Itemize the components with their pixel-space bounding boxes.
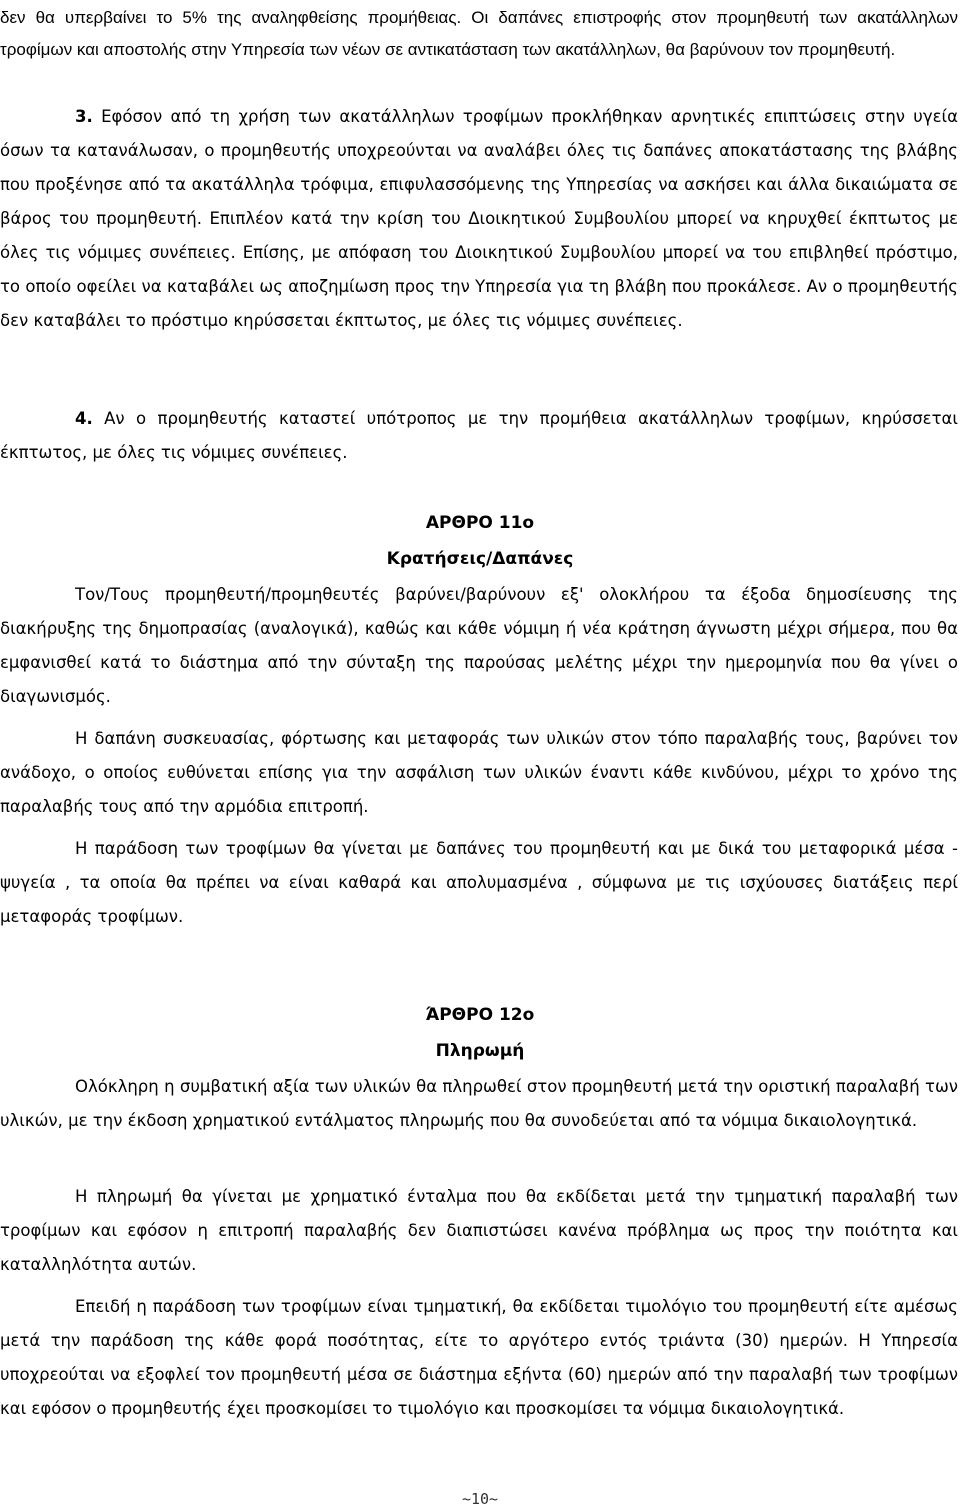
article-11-title: ΑΡΘΡΟ 11ο — [425, 513, 535, 533]
article-11-subtitle: Κρατήσεις/Δαπάνες — [386, 549, 574, 569]
page-number: ~10~ — [461, 1490, 499, 1508]
article-12-paragraph-1: Ολόκληρη η συμβατική αξία των υλικών θα πληρωθεί στον προμηθευτή μετά την οριστική παραλαβή των υλικών, με την έκδοση χρηματικού εντάλματος πληρωμής που θα συνοδεύεται από τα νόμιμα δικαιολογητικά. — [0, 1077, 958, 1130]
article-11-paragraph-3: Η παράδοση των τροφίμων θα γίνεται με δαπάνες του προμηθευτή και με δικά του μεταφορικά μέσα - ψυγεία , τα οποία θα πρέπει να είναι καθαρά και απολυμασμένα , σύμφωνα με τις ισχύουσες διατάξεις περί μεταφοράς τροφίμων. — [0, 839, 958, 926]
article-11-paragraph-1: Τον/Τους προμηθευτή/προμηθευτές βαρύνει/βαρύνουν εξ' ολοκλήρου τα έξοδα δημοσίευσης της διακήρυξης της δημοπρασίας (αναλογικά), καθώς και κάθε νόμιμη ή νέα κράτηση άγνωστη μέχρι σήμερα, που θα εμφανισθεί κατά το διάστημα από την σύνταξη της παρούσας μελέτης μέχρι την ημερομηνία που θα γίνει ο διαγωνισμός. — [0, 585, 958, 706]
point-3-paragraph — [0, 100, 958, 338]
article-12-paragraph-3: Επειδή η παράδοση των τροφίμων είναι τμηματική, θα εκδίδεται τιμολόγιο του προμηθευτή είτε αμέσως μετά την παράδοση της κάθε φορά ποσότητας, είτε το αργότερο εντός τριάντα (30) ημερών. Η Υπηρεσία υποχρεούται να εξοφλεί τον προμηθευτή μέσα σε διάστημα εξήντα (60) ημερών από την παραλαβή των τροφίμων και εφόσον ο προμηθευτής έχει προσκομίσει το τιμολόγιο και προσκομίσει τα νόμιμα δικαιολογητικά. — [0, 1297, 958, 1418]
point-3-number: 3. — [75, 107, 93, 126]
article-12-subtitle: Πληρωμή — [435, 1041, 525, 1061]
article-11-paragraph-2: Η δαπάνη συσκευασίας, φόρτωσης και μεταφοράς των υλικών στον τόπο παραλαβής τους, βαρύνει τον ανάδοχο, ο οποίος ευθύνεται επίσης για την ασφάλιση των υλικών έναντι κάθε κινδύνου, μέχρι το χρόνο της παραλαβής τους από την αρμόδια επιτροπή. — [0, 729, 958, 816]
point-4-number: 4. — [75, 409, 93, 428]
point-4-paragraph — [0, 402, 958, 470]
intro-paragraph: δεν θα υπερβαίνει το 5% της αναληφθείσης προμήθειας. Οι δαπάνες επιστροφής στον προμηθευτή των ακατάλληλων τροφίμων και αποστολής στην Υπηρεσία των νέων σε αντικατάσταση των ακατάλληλων, θα βαρύνουν τον προμηθευτή. — [0, 8, 958, 59]
article-12-title: ΆΡΘΡΟ 12ο — [425, 1005, 535, 1025]
point-3-text: Εφόσον από τη χρήση των ακατάλληλων τροφίμων προκλήθηκαν αρνητικές επιπτώσεις στην υγεία όσων τα κατανάλωσαν, ο προμηθευτής υποχρεούνται να αναλάβει όλες τις δαπάνες αποκατάστασης της βλάβης που προξένησε από τα ακατάλληλα τρόφιμα, επιφυλασσόμενης της Υπηρεσίας να ασκήσει και άλλα δικαιώματα σε βάρος του προμηθευτή. Επιπλέον κατά την κρίση του Διοικητικού Συμβουλίου μπορεί να κηρυχθεί έκπτωτος με όλες τις νόμιμες συνέπειες. Επίσης, με απόφαση του Διοικητικού Συμβουλίου μπορεί να του επιβληθεί πρόστιμο, το οποίο οφείλει να καταβάλει ως αποζημίωση προς την Υπηρεσία για τη βλάβη που προκάλεσε. Αν ο προμηθευτής δεν καταβάλει το πρόστιμο κηρύσσεται έκπτωτος, με όλες τις νόμιμες συνέπειες. — [0, 107, 958, 330]
point-4-text: Αν ο προμηθευτής καταστεί υπότροπος με την προμήθεια ακατάλληλων τροφίμων, κηρύσσεται έκπτωτος, με όλες τις νόμιμες συνέπειες. — [0, 409, 958, 462]
article-12-paragraph-2: Η πληρωμή θα γίνεται με χρηματικό ένταλμα που θα εκδίδεται μετά την τμηματική παραλαβή των τροφίμων και εφόσον η επιτροπή παραλαβής δεν διαπιστώσει κανένα πρόβλημα ως προς την ποιότητα και καταλληλότητα αυτών. — [0, 1187, 958, 1274]
